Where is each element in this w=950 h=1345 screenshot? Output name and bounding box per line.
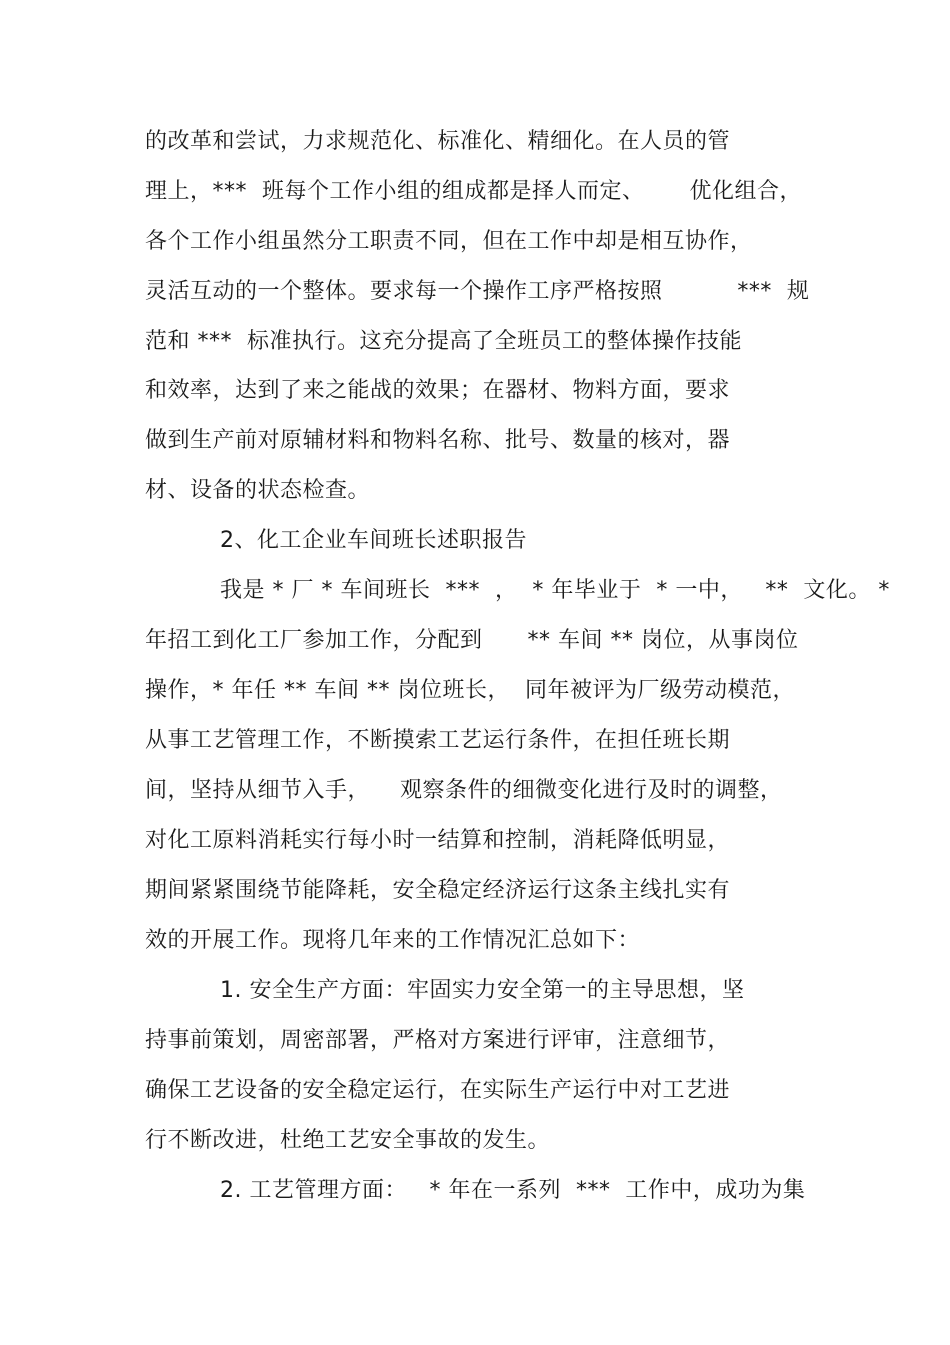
text-line-5: 范和 *** 标准执行。这充分提高了全班员工的整体操作技能 <box>145 329 742 354</box>
text-line-6: 和效率，达到了来之能战的效果；在器材、物料方面，要求 <box>145 378 731 403</box>
text-line-3: 各个工作小组虽然分工职责不同，但在工作中却是相互协作， <box>145 229 753 254</box>
section-heading: 2、化工企业车间班长述职报告 <box>220 528 527 553</box>
text-line-14: 间，坚持从细节入手， 观察条件的细微变化进行及时的调整， <box>145 778 783 803</box>
text-line-18: 1. 安全生产方面：牢固实力安全第一的主导思想，坚 <box>220 978 745 1003</box>
text-line-16: 期间紧紧围绕节能降耗，安全稳定经济运行这条主线扎实有 <box>145 878 731 903</box>
text-line-7: 做到生产前对原辅材料和物料名称、批号、数量的核对，器 <box>145 428 731 453</box>
text-line-2: 理上，*** 班每个工作小组的组成都是择人而定、 优化组合， <box>145 179 802 204</box>
text-line-20: 确保工艺设备的安全稳定运行，在实际生产运行中对工艺进 <box>145 1078 731 1103</box>
text-line-22: 2. 工艺管理方面： * 年在一系列 *** 工作中，成功为集 <box>220 1178 806 1203</box>
text-line-19: 持事前策划，周密部署，严格对方案进行评审，注意细节， <box>145 1028 731 1053</box>
text-line-21: 行不断改进，杜绝工艺安全事故的发生。 <box>145 1128 551 1153</box>
text-line-1: 的改革和尝试，力求规范化、标准化、精细化。在人员的管 <box>145 129 731 154</box>
text-line-12: 操作，* 年任 ** 车间 ** 岗位班长， 同年被评为厂级劳动模范， <box>145 678 795 703</box>
text-line-4: 灵活互动的一个整体。要求每一个操作工序严格按照 *** 规 <box>145 279 810 304</box>
text-line-8: 材、设备的状态检查。 <box>145 478 371 503</box>
text-line-11: 年招工到化工厂参加工作，分配到 ** 车间 ** 岗位，从事岗位 <box>145 628 799 653</box>
text-line-13: 从事工艺管理工作，不断摸索工艺运行条件，在担任班长期 <box>145 728 731 753</box>
text-line-10: 我是 * 厂 * 车间班长 *** ， * 年毕业于 * 一中， ** 文化。 * <box>220 578 890 603</box>
text-line-15: 对化工原料消耗实行每小时一结算和控制，消耗降低明显， <box>145 828 731 853</box>
text-line-17: 效的开展工作。现将几年来的工作情况汇总如下： <box>145 928 641 953</box>
